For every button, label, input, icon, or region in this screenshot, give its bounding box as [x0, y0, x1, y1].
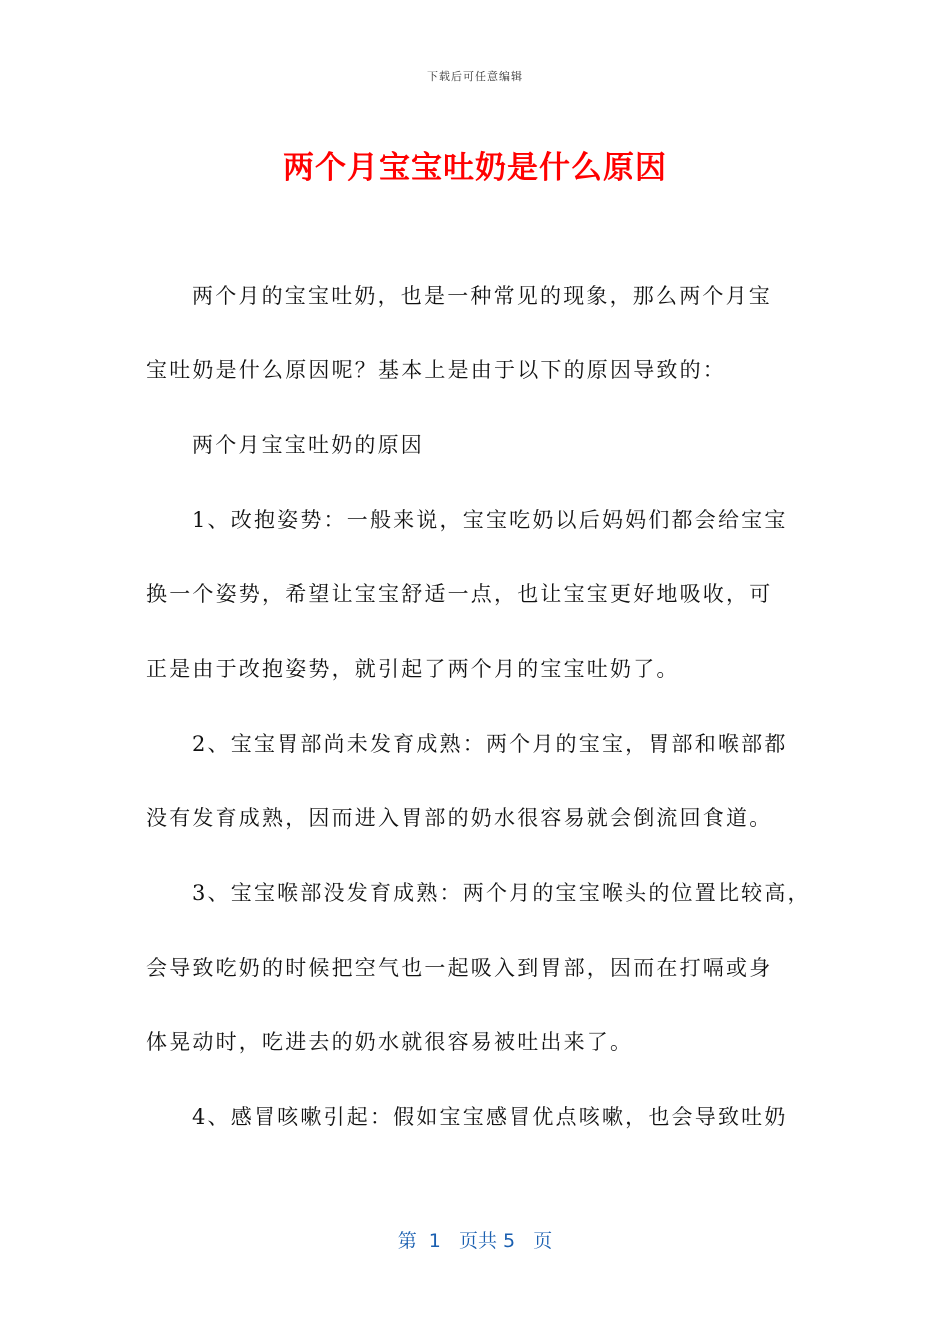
page-number: 第 1 页共 5 页 — [397, 1230, 553, 1252]
paragraph-line: 4、感冒咳嗽引起：假如宝宝感冒优点咳嗽，也会导致吐奶 — [192, 1105, 788, 1129]
paragraph-line: 3、宝宝喉部没发育成熟：两个月的宝宝喉头的位置比较高， — [192, 881, 811, 905]
section-heading: 两个月宝宝吐奶的原因 — [192, 433, 424, 457]
paragraph-line: 正是由于改抱姿势，就引起了两个月的宝宝吐奶了。 — [146, 657, 680, 681]
paragraph-line: 换一个姿势，希望让宝宝舒适一点，也让宝宝更好地吸收，可 — [146, 582, 773, 606]
paragraph-line: 体晃动时，吃进去的奶水就很容易被吐出来了。 — [146, 1030, 634, 1054]
paragraph-line: 2、宝宝胃部尚未发育成熟：两个月的宝宝，胃部和喉部都 — [192, 732, 788, 756]
paragraph-line: 没有发育成熟，因而进入胃部的奶水很容易就会倒流回食道。 — [146, 806, 773, 830]
paragraph-line: 会导致吃奶的时候把空气也一起吸入到胃部，因而在打嗝或身 — [146, 956, 773, 980]
paragraph-line: 宝吐奶是什么原因呢？基本上是由于以下的原因导致的： — [146, 358, 726, 382]
document-title: 两个月宝宝吐奶是什么原因 — [283, 150, 667, 186]
paragraph-line: 1、改抱姿势：一般来说，宝宝吃奶以后妈妈们都会给宝宝 — [192, 508, 788, 532]
header-note: 下载后可任意编辑 — [427, 70, 523, 83]
paragraph-line: 两个月的宝宝吐奶，也是一种常见的现象，那么两个月宝 — [192, 284, 772, 308]
